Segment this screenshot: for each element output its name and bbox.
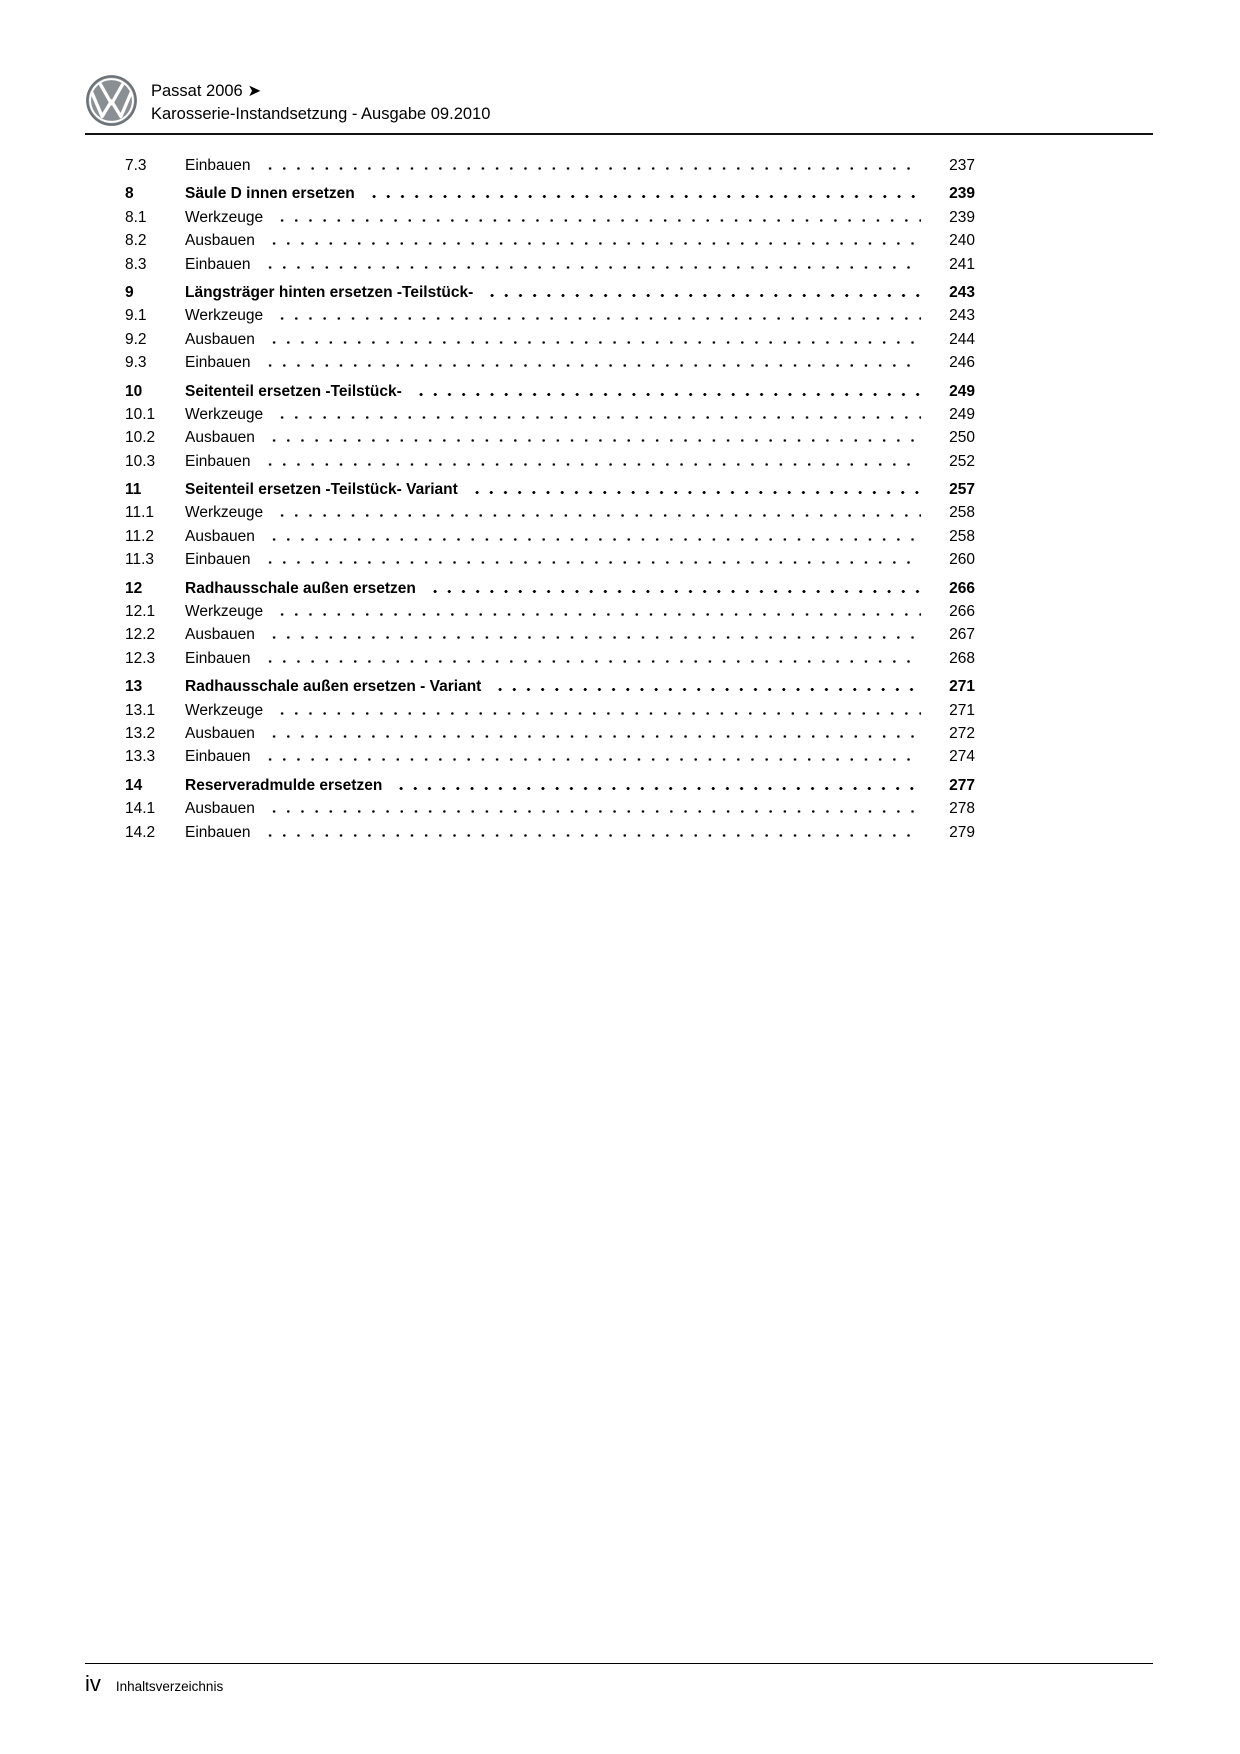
header-divider <box>85 133 1153 135</box>
toc-entry-title: Ausbauen <box>185 724 255 742</box>
toc-entry-number: 14 <box>125 776 143 794</box>
toc-leader-dots <box>267 341 921 344</box>
toc-entry-page: 246 <box>949 354 975 372</box>
footer-divider <box>85 1663 1153 1664</box>
toc-entry-title: Ausbauen <box>185 232 255 250</box>
toc-entry-number: 11 <box>125 481 142 499</box>
toc-entry-title: Werkzeuge <box>185 405 264 423</box>
toc-row <box>125 307 975 330</box>
toc-row <box>125 800 975 823</box>
toc-leader-dots <box>263 463 921 466</box>
toc-entry-page: 244 <box>949 330 975 348</box>
toc-entry-page: 257 <box>949 481 975 499</box>
toc-leader-dots <box>275 514 921 517</box>
toc-leader-dots <box>263 834 921 837</box>
toc-entry-number: 11.3 <box>125 551 155 569</box>
toc-entry-title: Seitenteil ersetzen -Teilstück- Variant <box>185 481 458 499</box>
toc-leader-dots <box>367 195 921 198</box>
toc-entry-title: Seitenteil ersetzen -Teilstück- <box>185 382 402 400</box>
toc <box>125 157 975 847</box>
toc-entry-title: Werkzeuge <box>185 307 264 325</box>
toc-row <box>125 481 975 504</box>
toc-leader-dots <box>267 242 921 245</box>
toc-entry-number: 12.2 <box>125 626 156 644</box>
toc-row <box>125 429 975 452</box>
toc-row <box>125 725 975 748</box>
toc-entry-title: Werkzeuge <box>185 701 264 719</box>
toc-leader-dots <box>263 266 921 269</box>
toc-entry-number: 10.1 <box>125 405 156 423</box>
toc-leader-dots <box>275 219 921 222</box>
toc-entry-number: 8.2 <box>125 232 147 250</box>
toc-row <box>125 383 975 406</box>
toc-row <box>125 354 975 377</box>
toc-entry-number: 13.3 <box>125 748 156 766</box>
toc-entry-page: 252 <box>949 452 975 470</box>
toc-entry-page: 274 <box>949 748 975 766</box>
toc-row <box>125 284 975 307</box>
toc-row <box>125 603 975 626</box>
toc-entry-title: Ausbauen <box>185 330 255 348</box>
toc-leader-dots <box>263 364 921 367</box>
toc-entry-title: Einbauen <box>185 255 251 273</box>
toc-row <box>125 748 975 771</box>
toc-entry-number: 8.1 <box>125 208 147 226</box>
toc-row <box>125 580 975 603</box>
toc-entry-number: 13.2 <box>125 724 156 742</box>
toc-entry-page: 266 <box>949 603 975 621</box>
toc-row <box>125 232 975 255</box>
toc-leader-dots <box>263 561 921 564</box>
toc-row <box>125 185 975 208</box>
toc-entry-title: Säule D innen ersetzen <box>185 185 355 203</box>
document-model-title: Passat 2006 ➤ <box>151 82 262 100</box>
toc-row <box>125 504 975 527</box>
footer-section-label: Inhaltsverzeichnis <box>115 1679 224 1694</box>
toc-entry-page: 239 <box>949 208 975 226</box>
toc-entry-title: Einbauen <box>185 649 251 667</box>
toc-row <box>125 528 975 551</box>
toc-entry-number: 9.2 <box>125 330 147 348</box>
toc-entry-number: 12.1 <box>125 603 156 621</box>
document-subtitle: Karosserie-Instandsetzung - Ausgabe 09.2010 <box>151 105 491 123</box>
toc-entry-page: 243 <box>949 307 975 325</box>
toc-entry-page: 237 <box>949 157 975 174</box>
toc-entry-page: 249 <box>949 405 975 423</box>
toc-leader-dots <box>493 688 921 691</box>
toc-entry-title: Ausbauen <box>185 429 255 447</box>
toc-entry-number: 14.1 <box>125 800 156 818</box>
toc-leader-dots <box>485 294 921 297</box>
toc-entry-page: 278 <box>949 800 975 818</box>
page-header <box>85 74 490 127</box>
toc-entry-title: Werkzeuge <box>185 504 264 522</box>
toc-entry-title: Einbauen <box>185 551 251 569</box>
toc-entry-page: 240 <box>949 232 975 250</box>
toc-entry-page: 271 <box>949 701 975 719</box>
toc-entry-title: Einbauen <box>185 157 251 174</box>
page-footer <box>85 1672 223 1696</box>
toc-entry-page: 268 <box>949 649 975 667</box>
toc-row <box>125 626 975 649</box>
toc-leader-dots <box>275 317 921 320</box>
toc-entry-title: Einbauen <box>185 823 251 841</box>
toc-entry-number: 9 <box>125 283 134 301</box>
toc-leader-dots <box>267 810 921 813</box>
toc-leader-dots <box>267 439 921 442</box>
toc-leader-dots <box>275 613 921 616</box>
toc-row <box>125 256 975 279</box>
toc-entry-page: 272 <box>949 724 975 742</box>
toc-entry-title: Einbauen <box>185 354 251 372</box>
toc-row <box>125 551 975 574</box>
toc-entry-number: 8 <box>125 185 134 203</box>
toc-entry-page: 260 <box>949 551 975 569</box>
toc-leader-dots <box>470 491 921 494</box>
toc-row <box>125 702 975 725</box>
toc-row <box>125 678 975 701</box>
toc-entry-title: Einbauen <box>185 452 251 470</box>
toc-leader-dots <box>414 393 921 396</box>
footer-page-number: iv <box>85 1671 101 1696</box>
toc-entry-number: 11.2 <box>125 527 155 545</box>
toc-entry-number: 12.3 <box>125 649 156 667</box>
toc-leader-dots <box>267 636 921 639</box>
toc-row <box>125 331 975 354</box>
toc-entry-page: 279 <box>949 823 975 841</box>
toc-leader-dots <box>267 538 921 541</box>
toc-entry-title: Ausbauen <box>185 626 255 644</box>
toc-entry-page: 258 <box>949 504 975 522</box>
toc-entry-number: 13 <box>125 678 143 696</box>
toc-entry-page: 258 <box>949 527 975 545</box>
toc-entry-page: 249 <box>949 382 975 400</box>
vw-logo-icon <box>85 74 138 127</box>
toc-entry-title: Längsträger hinten ersetzen -Teilstück- <box>185 283 474 301</box>
toc-entry-number: 12 <box>125 579 143 597</box>
toc-entry-page: 266 <box>949 579 975 597</box>
toc-entry-number: 9.1 <box>125 307 147 325</box>
toc-leader-dots <box>275 416 921 419</box>
toc-entry-number: 7.3 <box>125 157 147 174</box>
toc-row <box>125 406 975 429</box>
toc-entry-page: 267 <box>949 626 975 644</box>
toc-entry-title: Ausbauen <box>185 527 255 545</box>
toc-entry-number: 10.2 <box>125 429 156 447</box>
toc-entry-number: 11.1 <box>125 504 155 522</box>
toc-entry-title: Ausbauen <box>185 800 255 818</box>
toc-leader-dots <box>263 758 921 761</box>
toc-leader-dots <box>267 735 921 738</box>
toc-entry-number: 8.3 <box>125 255 147 273</box>
toc-row <box>125 824 975 847</box>
toc-entry-title: Radhausschale außen ersetzen <box>185 579 416 597</box>
toc-entry-title: Radhausschale außen ersetzen - Variant <box>185 678 482 696</box>
toc-entry-page: 250 <box>949 429 975 447</box>
toc-entry-number: 10 <box>125 382 143 400</box>
toc-leader-dots <box>275 712 921 715</box>
toc-entry-number: 14.2 <box>125 823 156 841</box>
toc-leader-dots <box>263 167 921 170</box>
toc-entry-page: 243 <box>949 283 975 301</box>
toc-entry-page: 241 <box>949 255 975 273</box>
toc-row <box>125 157 975 180</box>
toc-row <box>125 650 975 673</box>
toc-row <box>125 209 975 232</box>
toc-entry-number: 10.3 <box>125 452 156 470</box>
toc-entry-title: Reserveradmulde ersetzen <box>185 776 383 794</box>
toc-entry-page: 239 <box>949 185 975 203</box>
header-text <box>151 74 490 126</box>
toc-leader-dots <box>428 590 921 593</box>
toc-row <box>125 453 975 476</box>
toc-entry-title: Einbauen <box>185 748 251 766</box>
toc-row <box>125 777 975 800</box>
toc-entry-title: Werkzeuge <box>185 208 264 226</box>
toc-entry-page: 277 <box>949 776 975 794</box>
toc-entry-title: Werkzeuge <box>185 603 264 621</box>
toc-leader-dots <box>394 787 921 790</box>
toc-entry-number: 9.3 <box>125 354 147 372</box>
toc-entry-number: 13.1 <box>125 701 156 719</box>
toc-entry-page: 271 <box>949 678 975 696</box>
toc-leader-dots <box>263 660 921 663</box>
